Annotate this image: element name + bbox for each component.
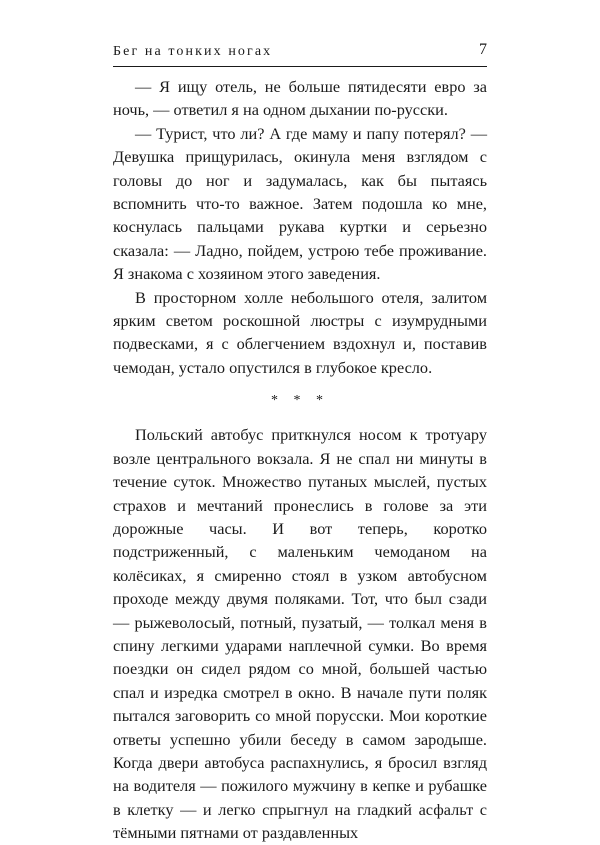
paragraph: Польский автобус приткнулся носом к тротуару возле центрального вокзала. Я не спал ни минуты в течение суток. Множество путаных мыслей, пустых страхов и мечтаний пронеслись в голове за эти дорожные часы. И вот теперь, коротко подстриженный, с маленьким чемоданом на колёсиках, я смиренно стоял в узком автобусном проходе между двумя поляками. Тот, что был сзади — рыжеволосый, потный, пузатый, — толкал меня в спину легкими ударами наплечной сумки. Во время поездки он сидел рядом со мной, большей частью спал и изредка смотрел в окно. В начале пути поляк пытался заговорить со мной порусски. Мои короткие ответы успешно убили беседу в самом зародыше. Когда двери автобуса распахнулись, я бросил взгляд на водителя — пожилого мужчину в кепке и рубашке в клетку — и легко спрыгнул на гладкий асфальт с тёмными пятнами от раздавленных <box>113 425 487 843</box>
paragraph: В просторном холле небольшого отеля, залитом ярким светом роскошной люстры с изумрудными подвесками, я с облегчением вздохнул и, поставив чемодан, устало опустился в глубокое кресло. <box>113 287 487 377</box>
paragraph: — Я ищу отель, не больше пятидесяти евро за ночь, — ответил я на одном дыхании по-русски. <box>113 77 487 120</box>
paragraph: — Турист, что ли? А где маму и папу потерял? — Девушка прищурилась, окинула меня взглядом с головы до ног и задумалась, как бы пытаясь вспомнить что-то важное. Затем подошла ко мне, коснулась пальцами рукава куртки и серьезно сказала: — Ладно, пойдем, устрою тебе проживание. Я знакома с хозяином этого заведения. <box>113 123 487 284</box>
section-separator: * * * <box>271 393 329 409</box>
body-text <box>113 75 487 845</box>
header-rule <box>113 66 487 67</box>
running-header <box>113 40 487 66</box>
running-header-title: Бег на тонких ногах <box>113 44 273 59</box>
page-number: 7 <box>479 41 487 58</box>
